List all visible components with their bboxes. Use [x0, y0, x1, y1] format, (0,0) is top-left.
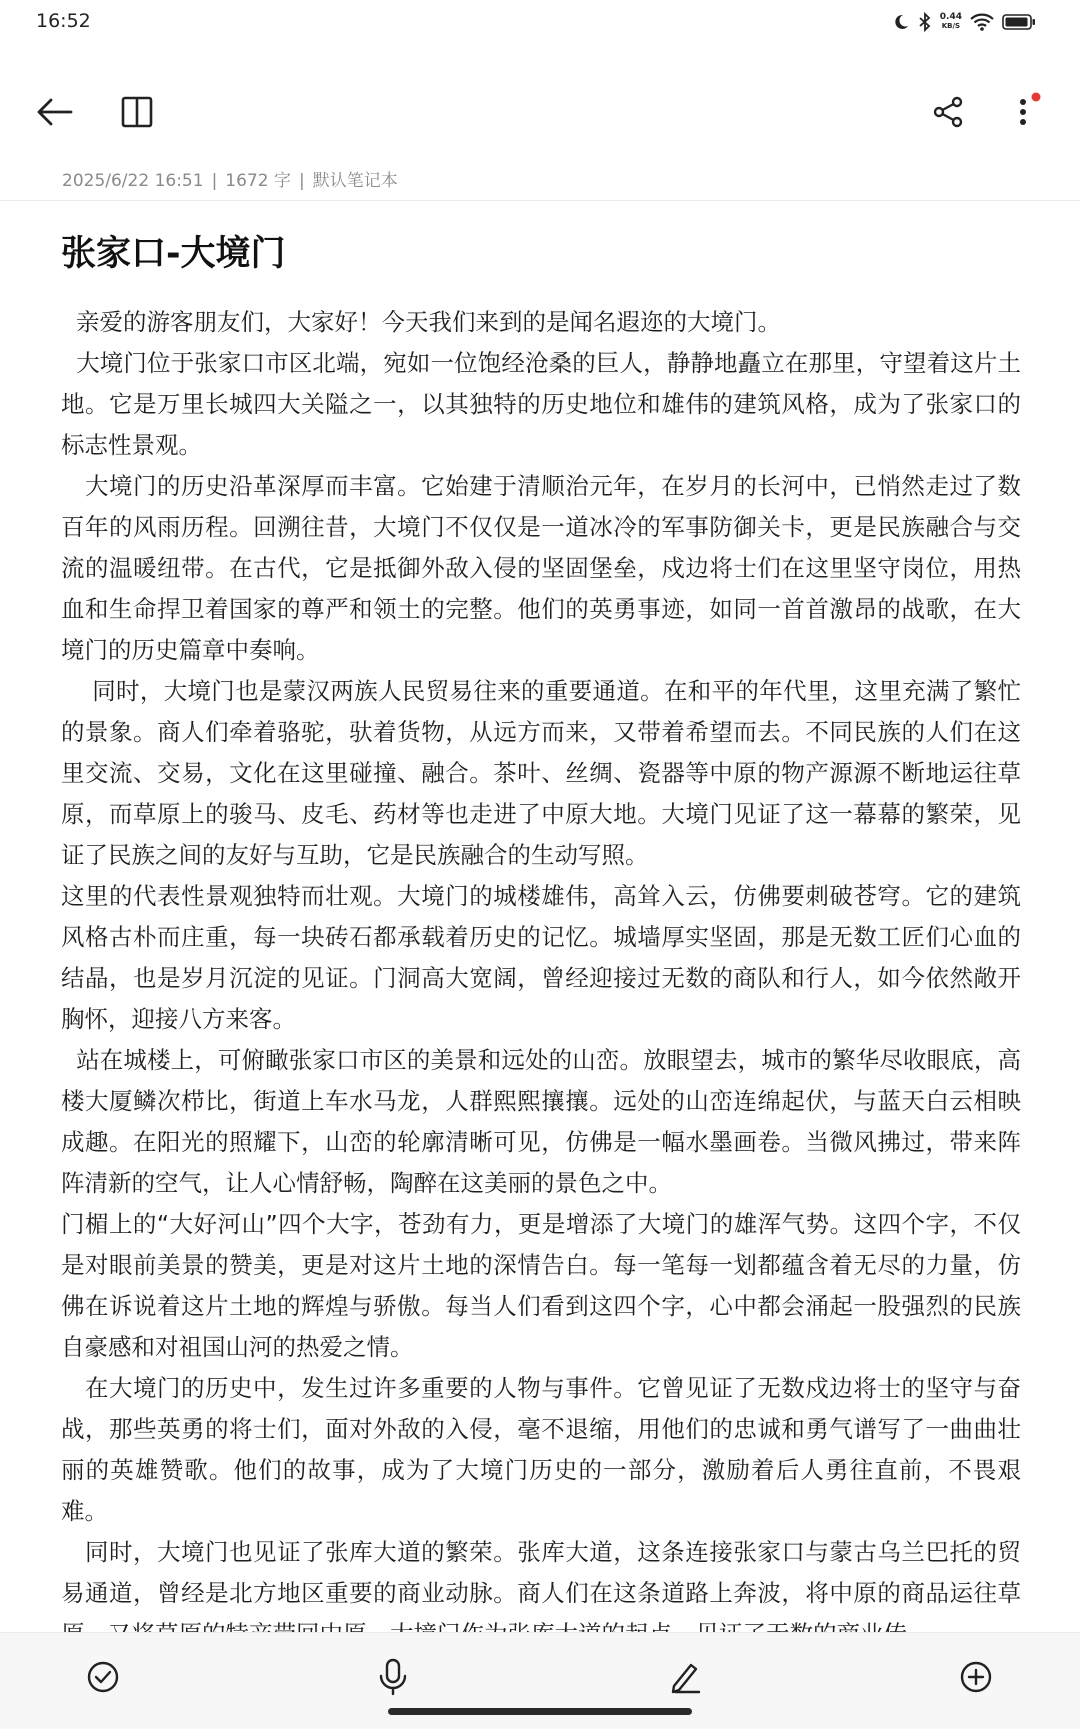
note-title[interactable]: 张家口-大境门	[61, 234, 286, 274]
meta-separator: |	[211, 171, 218, 191]
split-panel-icon	[120, 95, 154, 129]
back-button[interactable]	[22, 80, 86, 144]
note-paragraph: 同时，大境门也是蒙汉两族人民贸易往来的重要通道。在和平的年代里，这里充满了繁忙的景象。商人们牵着骆驼，驮着货物，从远方而来，又带着希望而去。不同民族的人们在这里交流、交易，文化在这里碰撞、融合。茶叶、丝绸、瓷器等中原的物产源源不断地运往草原，而草原上的骏马、皮毛、药材等也走进了中原大地。大境门见证了这一幕幕的繁荣，见证了民族之间的友好与互助，它是民族融合的生动写照。	[61, 677, 1021, 869]
wifi-icon	[970, 13, 994, 31]
note-meta	[62, 166, 398, 191]
microphone-icon	[378, 1658, 408, 1696]
note-paragraph: 这里的代表性景观独特而壮观。大境门的城楼雄伟，高耸入云，仿佛要刺破苍穹。它的建筑风格古朴而庄重，每一块砖石都承载着历史的记忆。城墙厚实坚固，那是无数工匠们心血的结晶，也是岁月沉淀的见证。门洞高大宽阔，曾经迎接过无数的商队和行人，如今依然敞开胸怀，迎接八方来客。	[61, 882, 1021, 1033]
note-body[interactable]	[61, 302, 1021, 1632]
note-paragraph: 在大境门的历史中，发生过许多重要的人物与事件。它曾见证了无数戍边将士的坚守与奋战，那些英勇的将士们，面对外敌的入侵，毫不退缩，用他们的忠诚和勇气谱写了一曲曲壮丽的英雄赞歌。他们的故事，成为了大境门历史的一部分，激励着后人勇往直前，不畏艰难。	[61, 1374, 1021, 1525]
handwrite-button[interactable]	[655, 1647, 715, 1707]
bluetooth-icon	[918, 12, 932, 32]
share-button[interactable]	[916, 80, 980, 144]
note-date: 2025/6/22 16:51	[62, 171, 204, 191]
meta-separator: |	[298, 171, 305, 191]
status-time: 16:52	[36, 10, 91, 32]
note-notebook[interactable]: 默认笔记本	[312, 171, 398, 191]
checklist-button[interactable]	[73, 1647, 133, 1707]
net-speed	[940, 13, 962, 31]
add-circle-icon	[959, 1660, 993, 1694]
status-icons	[892, 10, 1036, 34]
note-paragraph: 同时，大境门也见证了张库大道的繁荣。张库大道，这条连接张家口与蒙古乌兰巴托的贸易通道，曾经是北方地区重要的商业动脉。商人们在这条道路上奔波，将中原的商品运往草	[61, 1538, 1021, 1607]
add-button[interactable]	[946, 1647, 1006, 1707]
note-paragraph: 站在城楼上，可俯瞰张家口市区的美景和远处的山峦。放眼望去，城市的繁华尽收眼底，高楼大厦鳞次栉比，街道上车水马龙，人群熙熙攘攘。远处的山峦连绵起伏，与蓝天白云相映成趣。在阳光的照耀下，山峦的轮廓清晰可见，仿佛是一幅水墨画卷。当微风拂过，带来阵阵清新的空气，让人心情舒畅，陶醉在这美丽的景色之中。	[61, 1046, 1021, 1197]
back-arrow-icon	[35, 97, 73, 127]
note-paragraph: 门楣上的“大好河山”四个大字，苍劲有力，更是增添了大境门的雄浑气势。这四个字，不仅是对眼前美景的赞美，更是对这片土地的深情告白。每一笔每一划都蕴含着无尽的力量，仿佛在诉说着这片土地的辉煌与骄傲。每当人们看到这四个字，心中都会涌起一股强烈的民族自豪感和对祖国山河的热爱之情。	[61, 1210, 1021, 1361]
top-toolbar	[0, 80, 1080, 144]
more-vertical-icon	[1011, 92, 1041, 132]
note-word-count: 1672 字	[225, 171, 291, 191]
home-indicator[interactable]	[388, 1708, 692, 1715]
note-paragraph: 大境门的历史沿革深厚而丰富。它始建于清顺治元年，在岁月的长河中，已悄然走过了数百年的风雨历程。回溯往昔，大境门不仅仅是一道冰冷的军事防御关卡，更是民族融合与交流的温暖纽带。在古代，它是抵御外敌入侵的坚固堡垒，戍边将士们在这里坚守岗位，用热血和生命捍卫着国家的尊严和领土的完整。他们的英勇事迹，如同一首首激昂的战歌，在大境门的历史篇章中奏响。	[61, 472, 1021, 664]
net-speed-unit: KB/S	[941, 22, 961, 30]
meta-divider	[0, 200, 1080, 201]
checklist-icon	[86, 1660, 120, 1694]
battery-icon	[1002, 13, 1036, 31]
split-panel-button[interactable]	[105, 80, 169, 144]
note-paragraph: 亲爱的游客朋友们，大家好！今天我们来到的是闻名遐迩的大境门。	[61, 308, 781, 336]
share-icon	[931, 95, 965, 129]
moon-icon	[892, 13, 910, 31]
status-bar	[0, 0, 1080, 44]
note-paragraph: 大境门位于张家口市区北端，宛如一位饱经沧桑的巨人，静静地矗立在那里，守望着这片土地。它是万里长城四大关隘之一，以其独特的历史地位和雄伟的建筑风格，成为了张家口的标志性景观。	[61, 349, 1021, 459]
more-button[interactable]	[994, 80, 1058, 144]
voice-button[interactable]	[363, 1647, 423, 1707]
net-speed-value: 0.44	[939, 12, 962, 22]
pen-icon	[667, 1659, 703, 1695]
